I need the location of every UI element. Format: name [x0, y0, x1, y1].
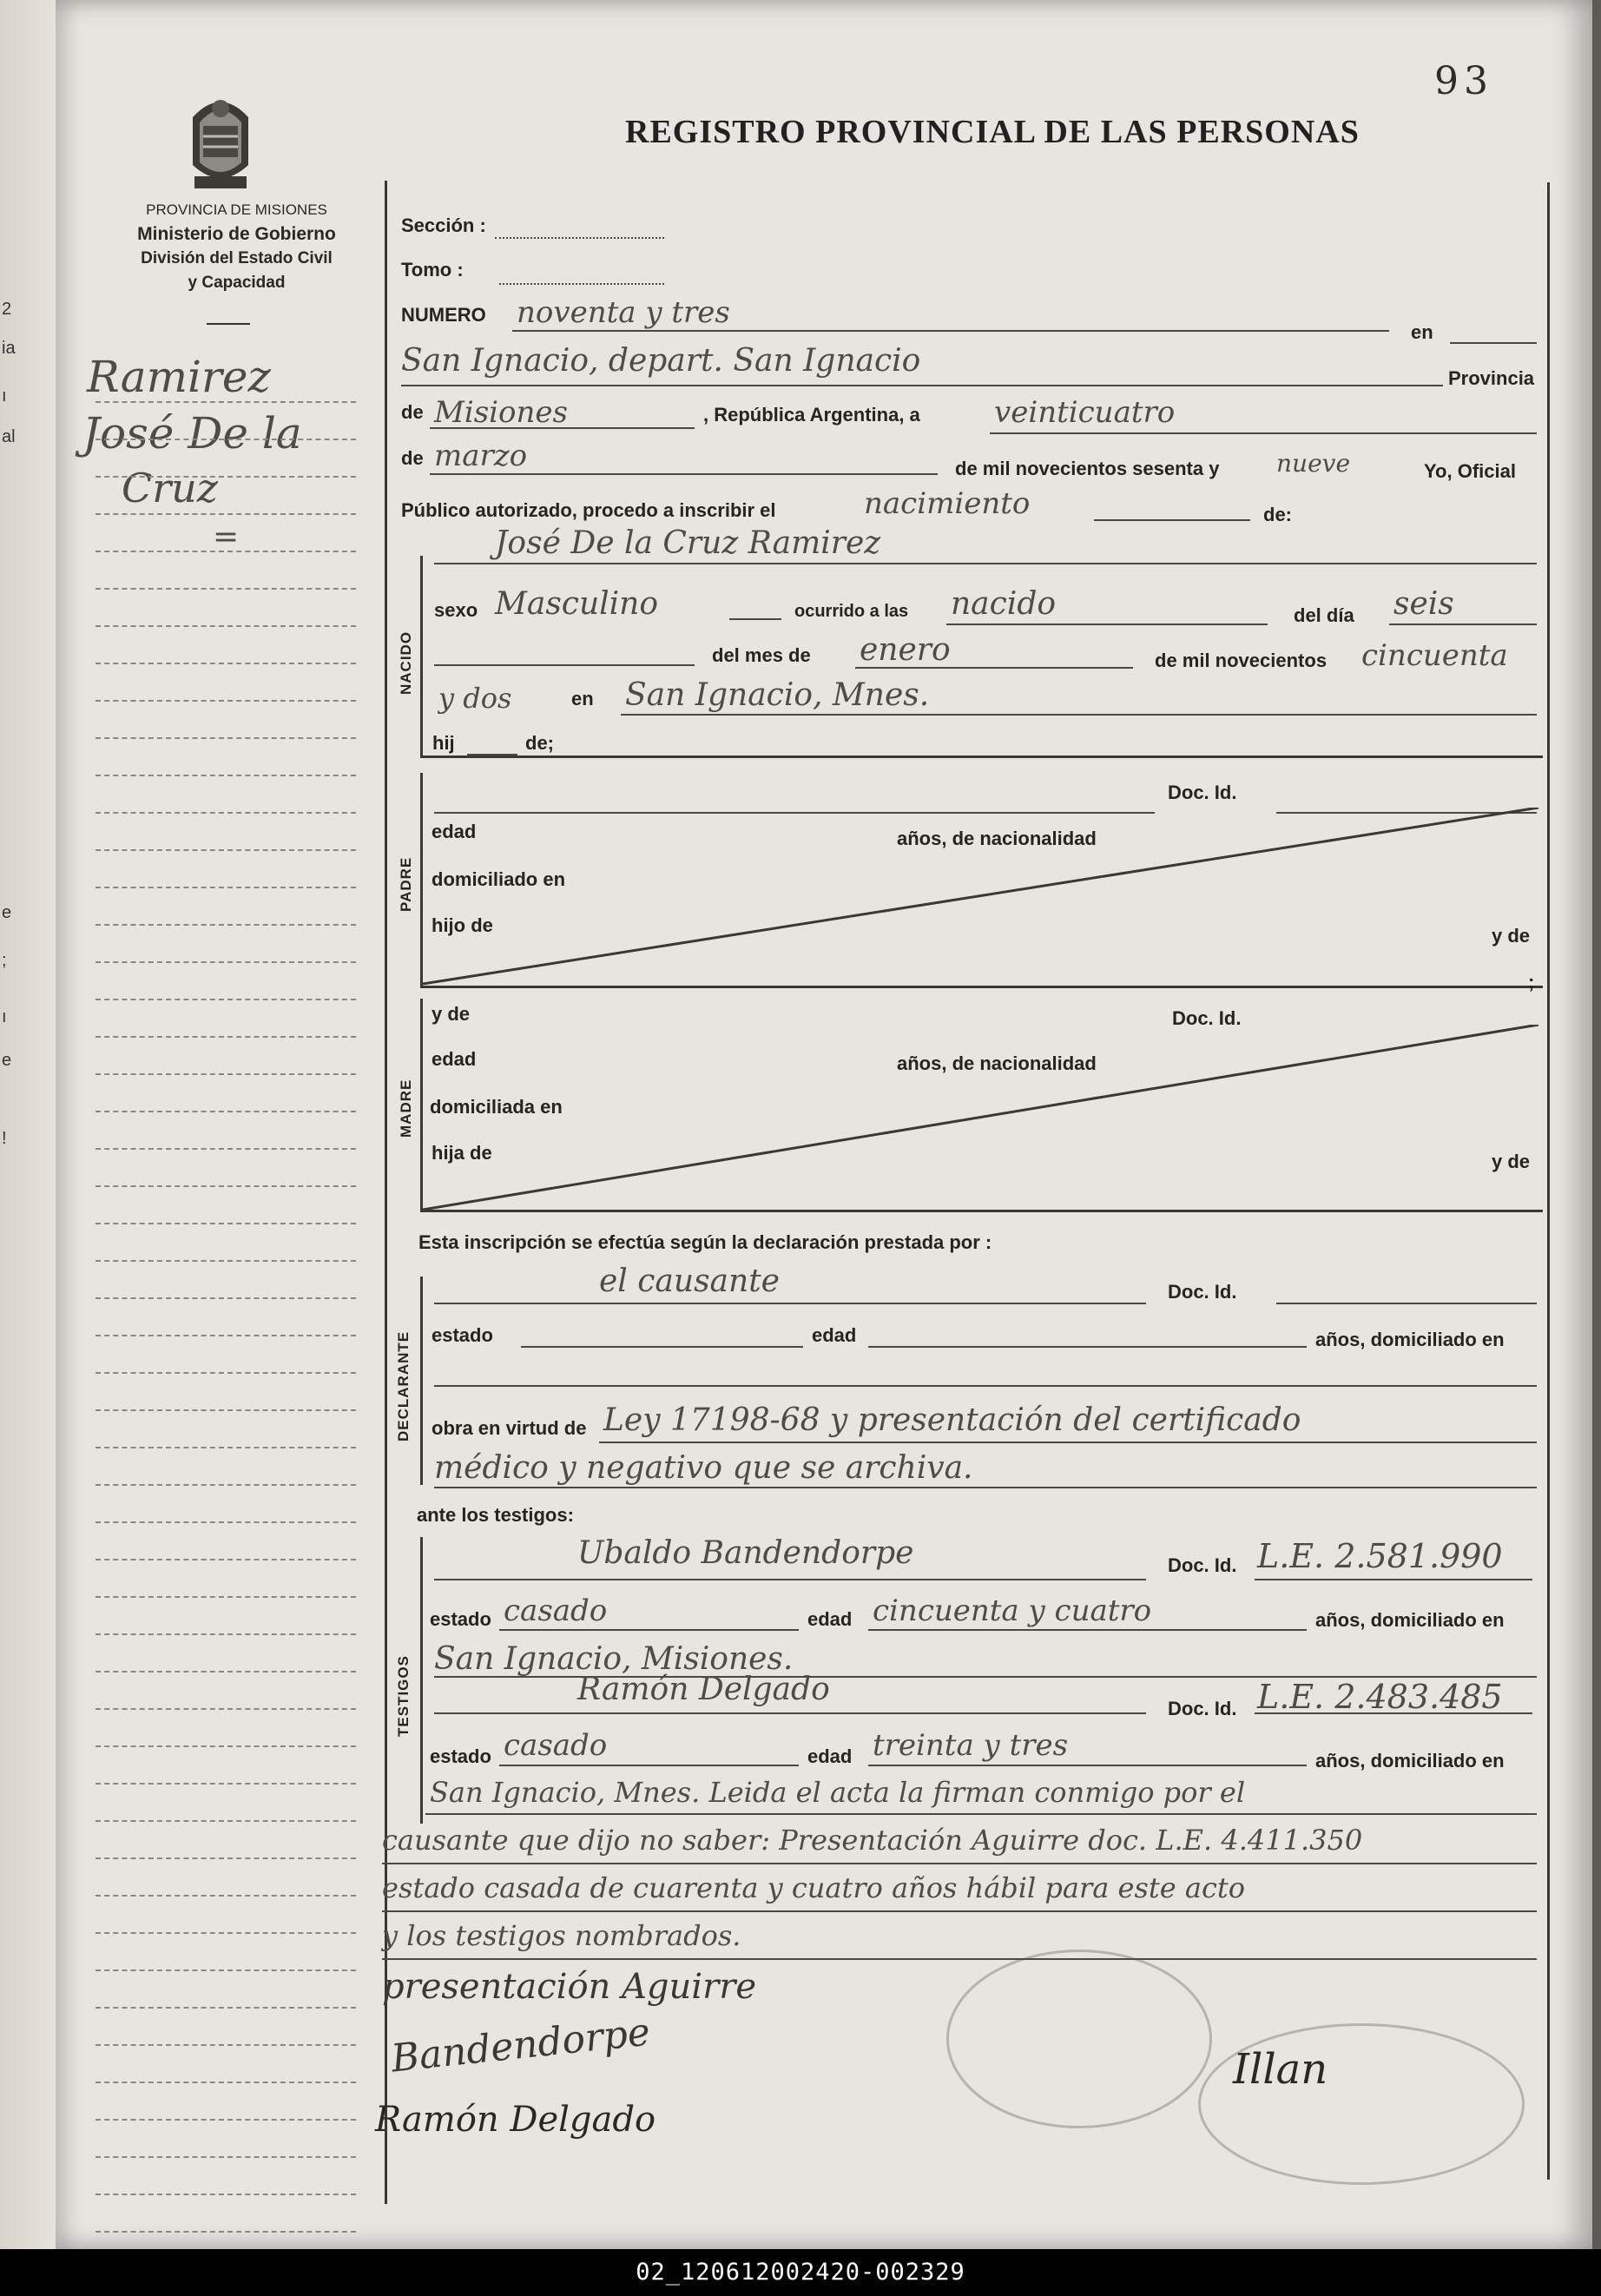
field-sexo	[729, 618, 781, 620]
value-dia-nac: seis	[1393, 586, 1454, 622]
signature-presentacion: presentación Aguirre	[382, 1967, 756, 2007]
label-doc-testigo2: Doc. Id.	[1168, 1698, 1237, 1719]
field-obra	[599, 1442, 1537, 1443]
field-nombre	[434, 563, 1537, 564]
value-testigo1-estado: casado	[504, 1593, 608, 1628]
label-edad-declarante: edad	[812, 1324, 857, 1346]
label-numero: NUMERO	[401, 304, 486, 326]
value-nombre: José De la Cruz Ramirez	[495, 525, 881, 561]
field-domicilio-declarante	[434, 1385, 1537, 1387]
field-doc-declarante	[1276, 1303, 1537, 1304]
field-tomo	[499, 283, 664, 285]
section-label-testigos: TESTIGOS	[395, 1655, 412, 1737]
margin-mark: =	[213, 519, 240, 555]
org-capacity: y Capacidad	[188, 274, 286, 292]
label-ocurrido: ocurrido a las	[794, 602, 909, 621]
page-title: REGISTRO PROVINCIAL DE LAS PERSONAS	[625, 114, 1360, 150]
value-sexo: Masculino	[495, 586, 659, 622]
prev-page-mark: ia	[2, 339, 16, 358]
field-testigo1-doc	[1255, 1579, 1532, 1580]
value-testigo1-domicilio: San Ignacio, Misiones.	[434, 1641, 794, 1677]
label-doc-testigo1: Doc. Id.	[1168, 1554, 1237, 1576]
field-dia-nac	[1389, 623, 1537, 625]
obs-rule	[382, 1910, 1537, 1912]
field-dia	[990, 432, 1537, 434]
field-numero	[512, 330, 1389, 332]
value-testigo2-estado: casado	[504, 1728, 608, 1763]
value-lugar: San Ignacio, depart. San Ignacio	[401, 343, 921, 379]
section-label-nacido: NACIDO	[398, 630, 414, 695]
section-label-declarante: DECLARANTE	[395, 1330, 412, 1442]
field-testigo2-estado	[499, 1765, 799, 1766]
prev-page-mark: e	[2, 903, 12, 922]
value-testigo1-doc: L.E. 2.581.990	[1257, 1537, 1503, 1575]
label-tomo: Tomo :	[401, 259, 464, 280]
field-testigo1-nombre	[434, 1579, 1146, 1580]
value-mes: marzo	[434, 439, 528, 473]
label-semicolon: ;	[1528, 971, 1535, 993]
value-anio-nac: cincuenta	[1361, 638, 1508, 673]
label-de-semicolon: de;	[525, 732, 554, 754]
label-publico: Público autorizado, procedo a inscribir el	[401, 499, 776, 521]
section-label-madre: MADRE	[398, 1079, 414, 1138]
field-lugar-nac	[621, 714, 1537, 716]
label-de-mil-novecientos: de mil novecientos	[1155, 650, 1328, 671]
label-en-nac: en	[571, 688, 594, 709]
signature-testigo-1: Bandendorpe	[389, 2009, 653, 2082]
label-hij: hij	[432, 732, 455, 754]
value-anio: nueve	[1276, 449, 1351, 478]
field-estado-declarante	[521, 1346, 803, 1348]
margin-given-name-2: Cruz	[122, 465, 219, 511]
label-anos-declarante: años, domiciliado en	[1315, 1329, 1505, 1350]
field-lugar	[401, 385, 1443, 386]
label-edad-testigo1: edad	[807, 1608, 853, 1630]
right-border	[1547, 182, 1550, 2180]
label-republica: , República Argentina, a	[703, 404, 920, 426]
field-testigo1-estado	[499, 1629, 799, 1631]
label-del-dia: del día	[1294, 604, 1354, 626]
label-en: en	[1411, 321, 1433, 343]
image-caption: 02_120612002420-002329	[0, 2249, 1601, 2296]
org-division: División del Estado Civil	[141, 249, 333, 267]
prev-page-mark: 2	[2, 300, 12, 319]
field-testigo2-nombre	[434, 1712, 1146, 1714]
value-dia: veinticuatro	[994, 395, 1176, 430]
field-hora	[946, 623, 1268, 625]
signature-testigo-2: Ramón Delgado	[375, 2100, 656, 2140]
label-de-colon: de:	[1263, 504, 1292, 525]
field-declarante	[434, 1303, 1146, 1304]
org-ministry: Ministerio de Gobierno	[137, 224, 336, 244]
field-en	[1450, 342, 1537, 344]
label-y-de-madre-2: y de	[1492, 1151, 1531, 1172]
label-edad-padre: edad	[432, 821, 477, 842]
page-number: 93	[1434, 59, 1493, 103]
label-estado-declarante: estado	[432, 1324, 493, 1346]
value-testigo1-nombre: Ubaldo Bandendorpe	[577, 1535, 914, 1571]
label-sexo: sexo	[434, 599, 478, 621]
label-obra: obra en virtud de	[432, 1417, 587, 1439]
official-stamp	[1198, 2023, 1525, 2185]
label-estado-testigo1: estado	[430, 1608, 491, 1630]
label-estado-testigo2: estado	[430, 1745, 491, 1767]
field-mes-nac	[855, 667, 1133, 669]
field-acto	[1094, 519, 1250, 521]
label-testigos: ante los testigos:	[417, 1504, 574, 1526]
value-anio-nac-2: y dos	[438, 682, 512, 715]
value-acto: nacimiento	[864, 486, 1031, 521]
value-testigo2-doc: L.E. 2.483.485	[1257, 1678, 1503, 1716]
field-seccion	[495, 237, 664, 239]
field-provincia	[430, 427, 695, 429]
label-edad-madre: edad	[432, 1048, 477, 1070]
value-testigo2-nombre: Ramón Delgado	[577, 1672, 830, 1707]
label-doc-padre: Doc. Id.	[1168, 782, 1237, 803]
section-label-padre: PADRE	[398, 856, 414, 912]
label-anos-testigo2: años, domiciliado en	[1315, 1750, 1505, 1771]
field-obra-2	[434, 1487, 1537, 1488]
field-testigo2-edad	[868, 1765, 1307, 1766]
label-domiciliado-padre: domiciliado en	[432, 868, 566, 890]
value-declarante: el causante	[599, 1263, 780, 1299]
divider	[207, 323, 250, 325]
obs-rule	[425, 1813, 1537, 1815]
label-del-mes: del mes de	[712, 644, 811, 666]
prev-page-mark: !	[2, 1129, 7, 1148]
value-ley-2: médico y negativo que se archiva.	[434, 1450, 973, 1486]
field-mes	[430, 473, 938, 475]
label-de-mes: de	[401, 447, 424, 469]
label-de-mil-sesenta: de mil novecientos sesenta y	[955, 458, 1220, 479]
prev-page-mark: ı	[2, 1007, 7, 1026]
value-mes-nac: enero	[860, 632, 951, 668]
prev-page-mark: al	[2, 427, 16, 446]
margin-given-name: José De la	[82, 408, 302, 459]
label-y-de-padre: y de	[1492, 925, 1531, 947]
label-de: de	[401, 401, 424, 423]
field-testigo2-doc	[1255, 1712, 1532, 1714]
label-declaracion: Esta inscripción se efectúa según la declaración prestada por :	[418, 1231, 992, 1253]
field-hij	[467, 754, 517, 755]
margin-ruled-lines	[96, 401, 356, 2268]
padre-strike-line	[423, 808, 1543, 986]
label-domiciliada: domiciliada en	[430, 1096, 563, 1118]
margin-surname: Ramirez	[87, 352, 271, 402]
observation-line-4: y los testigos nombrados.	[382, 1919, 741, 1952]
label-hijo-de: hijo de	[432, 914, 493, 936]
madre-strike-line	[423, 1025, 1543, 1211]
field-edad-declarante	[868, 1346, 1307, 1348]
observation-line-2: causante que dijo no saber: Presentación Aguirre doc. L.E. 4.411.350	[382, 1824, 1363, 1857]
previous-page-edge	[0, 0, 57, 2249]
value-ley-1: Ley 17198-68 y presentación del certificado	[603, 1402, 1301, 1438]
observation-line-1: San Ignacio, Mnes. Leida el acta la firman conmigo por el	[430, 1776, 1246, 1809]
provincial-coat-of-arms-icon	[177, 82, 264, 194]
value-testigo2-edad: treinta y tres	[873, 1728, 1069, 1763]
field-testigo1-edad	[868, 1629, 1307, 1631]
label-hija-de: hija de	[432, 1142, 492, 1164]
signature-oficial: Illan	[1233, 2045, 1328, 2094]
label-doc-declarante: Doc. Id.	[1168, 1281, 1237, 1303]
obs-rule	[382, 1863, 1537, 1864]
org-province: PROVINCIA DE MISIONES	[146, 201, 327, 218]
field-blank	[434, 664, 695, 666]
prev-page-mark: ı	[2, 386, 7, 406]
value-numero: noventa y tres	[517, 295, 730, 330]
label-anos-madre: años, de nacionalidad	[897, 1052, 1097, 1074]
label-edad-testigo2: edad	[807, 1745, 853, 1767]
prev-page-mark: e	[2, 1051, 12, 1070]
label-seccion: Sección :	[401, 214, 486, 236]
value-provincia: Misiones	[434, 395, 568, 430]
value-lugar-nac: San Ignacio, Mnes.	[625, 677, 930, 713]
issuing-organization	[87, 198, 386, 295]
label-anos-padre: años, de nacionalidad	[897, 828, 1097, 849]
label-doc-madre: Doc. Id.	[1172, 1007, 1242, 1029]
label-y-de-madre: y de	[432, 1003, 471, 1025]
obs-rule	[382, 1958, 1537, 1960]
value-hora: nacido	[951, 586, 1057, 622]
label-yo-oficial: Yo, Oficial	[1424, 460, 1516, 482]
observation-line-3: estado casada de cuarenta y cuatro años hábil para este acto	[382, 1871, 1245, 1904]
official-stamp-faded	[946, 1950, 1212, 2128]
label-provincia: Provincia	[1448, 367, 1535, 389]
label-anos-testigo1: años, domiciliado en	[1315, 1609, 1505, 1631]
value-testigo1-edad: cincuenta y cuatro	[873, 1593, 1152, 1628]
prev-page-mark: ;	[2, 951, 7, 970]
